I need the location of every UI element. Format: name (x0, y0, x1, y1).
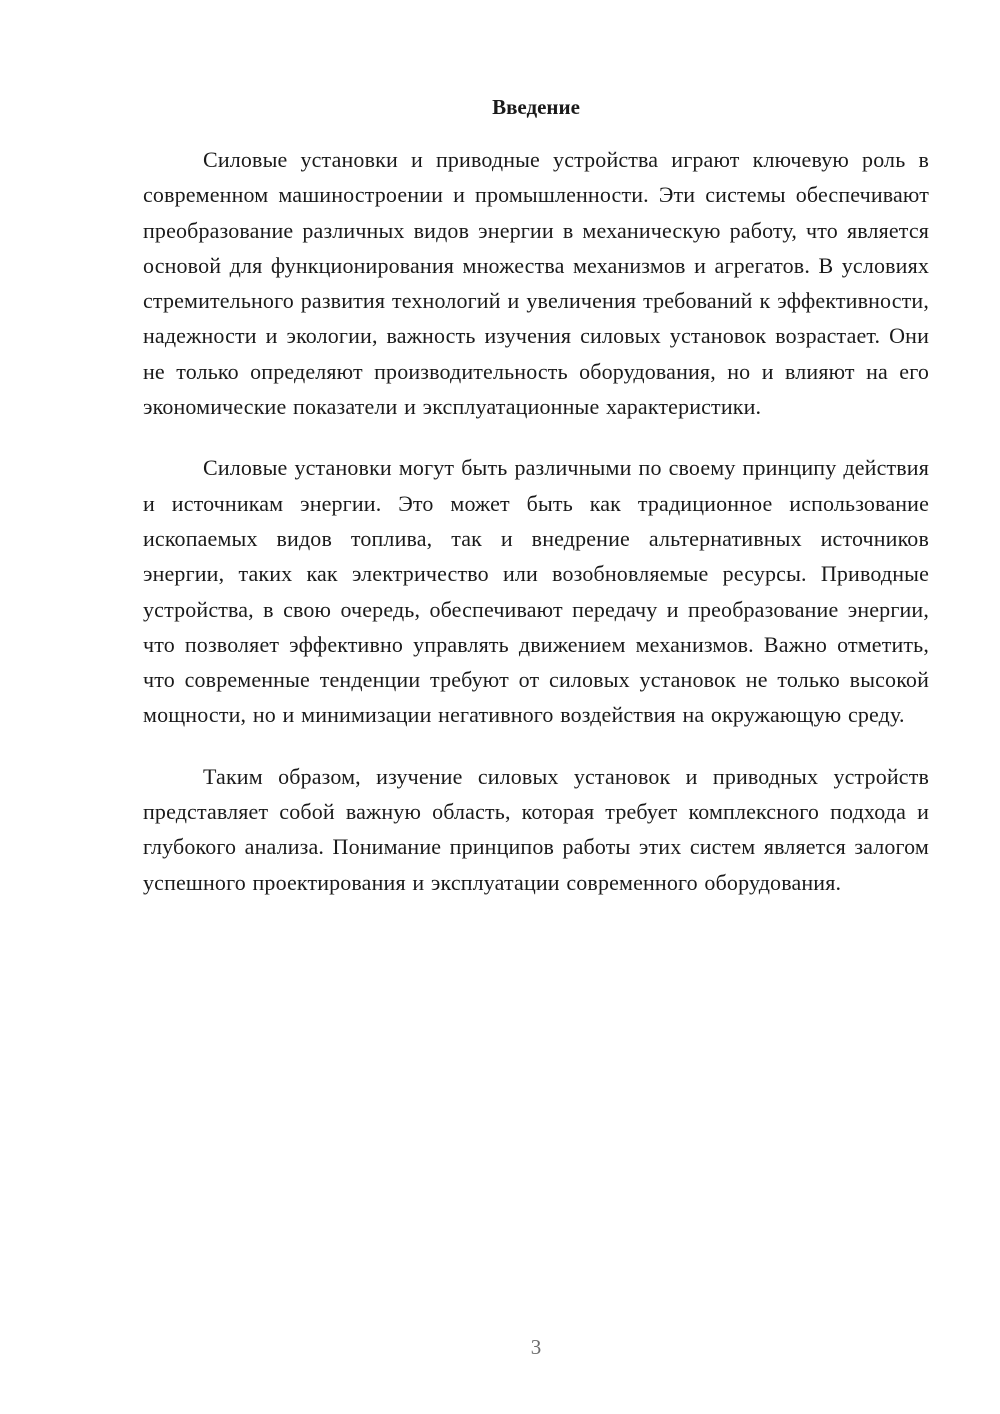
page-number: 3 (530, 1335, 542, 1359)
paragraph-1: Силовые установки и приводные устройства играют ключевую роль в современном машиностроении и промышленности. Эти системы обеспечивают преобразование различных видов энергии в механическую работу, что является основой для функционирования множества механизмов и агрегатов. В условиях стремительного развития технологий и увеличения требований к эффективности, надежности и экологии, важность изучения силовых установок возрастает. Они не только определяют производительность оборудования, но и влияют на его экономические показатели и эксплуатационные характеристики. (143, 147, 929, 420)
section-heading: Введение (492, 95, 580, 119)
text-column (143, 94, 929, 926)
paragraph-2: Силовые установки могут быть различными по своему принципу действия и источникам энергии. Это может быть как традиционное использование ископаемых видов топлива, так и внедрение альтернативных источников энергии, таких как электричество или возобновляемые ресурсы. Приводные устройства, в свою очередь, обеспечивают передачу и преобразование энергии, что позволяет эффективно управлять движением механизмов. Важно отметить, что современные тенденции требуют от силовых установок не только высокой мощности, но и минимизации негативного воздействия на окружающую среду. (143, 455, 929, 728)
paragraph-3: Таким образом, изучение силовых установок и приводных устройств представляет собой важную область, которая требует комплексного подхода и глубокого анализа. Понимание принципов работы этих систем является залогом успешного проектирования и эксплуатации современного оборудования. (143, 763, 929, 895)
